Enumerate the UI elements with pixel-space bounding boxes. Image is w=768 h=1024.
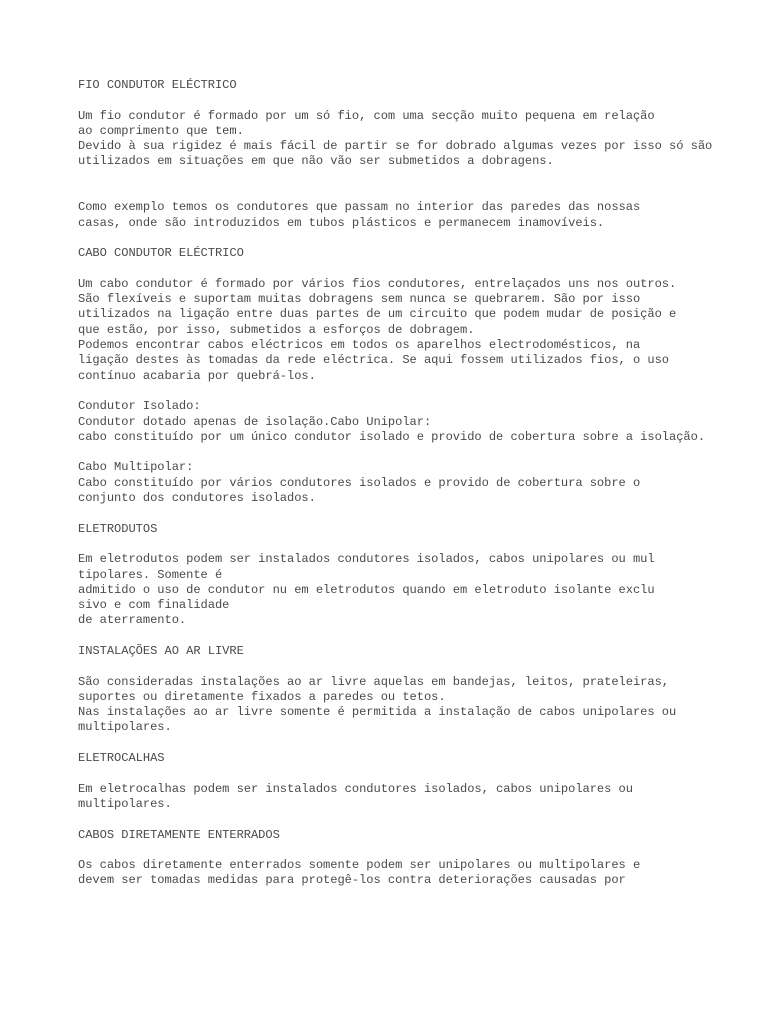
- blank-line: [78, 231, 763, 246]
- text-line: Em eletrodutos podem ser instalados condutores isolados, cabos unipolares ou mul: [78, 552, 655, 567]
- text-line: admitido o uso de condutor nu em eletrodutos quando em eletroduto isolante exclu: [78, 582, 655, 597]
- text-line: Como exemplo temos os condutores que passam no interior das paredes das nossas: [78, 200, 641, 215]
- blank-line: [78, 445, 763, 460]
- text-line: multipolares.: [78, 720, 172, 735]
- blank-line: [78, 629, 763, 644]
- heading-eletrocalhas: ELETROCALHAS: [78, 751, 165, 766]
- blank-line: [78, 185, 763, 200]
- heading-cabos-diretamente-enterrados: CABOS DIRETAMENTE ENTERRADOS: [78, 827, 280, 842]
- heading-eletrodutos: ELETRODUTOS: [78, 521, 158, 536]
- text-line: que estão, por isso, submetidos a esforços de dobragem.: [78, 322, 475, 337]
- text-line: Podemos encontrar cabos eléctricos em todos os aparelhos electrodomésticos, na: [78, 338, 641, 353]
- text-line: conjunto dos condutores isolados.: [78, 491, 316, 506]
- blank-line: [78, 812, 763, 827]
- heading-cabo-condutor: CABO CONDUTOR ELÉCTRICO: [78, 246, 244, 261]
- text-line: multipolares.: [78, 796, 172, 811]
- blank-line: [78, 170, 763, 185]
- text-line: tipolares. Somente é: [78, 567, 223, 582]
- text-line: Um fio condutor é formado por um só fio, com uma secção muito pequena em relação: [78, 108, 655, 123]
- text-line: suportes ou diretamente fixados a paredes ou tetos.: [78, 689, 446, 704]
- text-line: Cabo Multipolar:: [78, 460, 194, 475]
- text-line: Condutor dotado apenas de isolação.Cabo Unipolar:: [78, 414, 432, 429]
- text-line: Um cabo condutor é formado por vários fios condutores, entrelaçados uns nos outros.: [78, 276, 677, 291]
- heading-fio-condutor: FIO CONDUTOR ELÉCTRICO: [78, 78, 237, 92]
- blank-line: [78, 384, 763, 399]
- text-line: ligação destes às tomadas da rede eléctrica. Se aqui fossem utilizados fios, o uso: [78, 353, 670, 368]
- blank-line: [78, 736, 763, 751]
- text-line: utilizados em situações em que não vão ser submetidos a dobragens.: [78, 154, 554, 169]
- blank-line: [78, 506, 763, 521]
- text-line: Cabo constituído por vários condutores isolados e provido de cobertura sobre o: [78, 475, 641, 490]
- text-line: Nas instalações ao ar livre somente é permitida a instalação de cabos unipolares ou: [78, 705, 677, 720]
- text-line: Os cabos diretamente enterrados somente podem ser unipolares ou multipolares e: [78, 858, 641, 873]
- heading-instalacoes-ar-livre: INSTALAÇÕES AO AR LIVRE: [78, 643, 244, 658]
- blank-line: [78, 843, 763, 858]
- text-line: Condutor Isolado:: [78, 399, 201, 414]
- blank-line: [78, 659, 763, 674]
- blank-line: [78, 537, 763, 552]
- blank-line: [78, 766, 763, 781]
- text-line: casas, onde são introduzidos em tubos plásticos e permanecem inamovíveis.: [78, 215, 605, 230]
- blank-line: [78, 262, 763, 277]
- document-body: [78, 78, 763, 889]
- text-line: contínuo acabaria por quebrá-los.: [78, 368, 316, 383]
- text-line: utilizados na ligação entre duas partes de um circuito que podem mudar de posição e: [78, 307, 677, 322]
- text-line: Devido à sua rigidez é mais fácil de partir se for dobrado algumas vezes por isso só são: [78, 139, 713, 154]
- text-line: ao comprimento que tem.: [78, 123, 244, 138]
- text-line: devem ser tomadas medidas para protegê-los contra deteriorações causadas por: [78, 873, 626, 888]
- text-line: de aterramento.: [78, 613, 187, 628]
- text-line: São consideradas instalações ao ar livre aquelas em bandejas, leitos, prateleiras,: [78, 674, 670, 689]
- text-line: cabo constituído por um único condutor isolado e provido de cobertura sobre a isolação.: [78, 429, 706, 444]
- text-line: São flexíveis e suportam muitas dobragens sem nunca se quebrarem. São por isso: [78, 292, 641, 307]
- blank-line: [78, 93, 763, 108]
- text-line: Em eletrocalhas podem ser instalados condutores isolados, cabos unipolares ou: [78, 781, 633, 796]
- text-line: sivo e com finalidade: [78, 598, 230, 613]
